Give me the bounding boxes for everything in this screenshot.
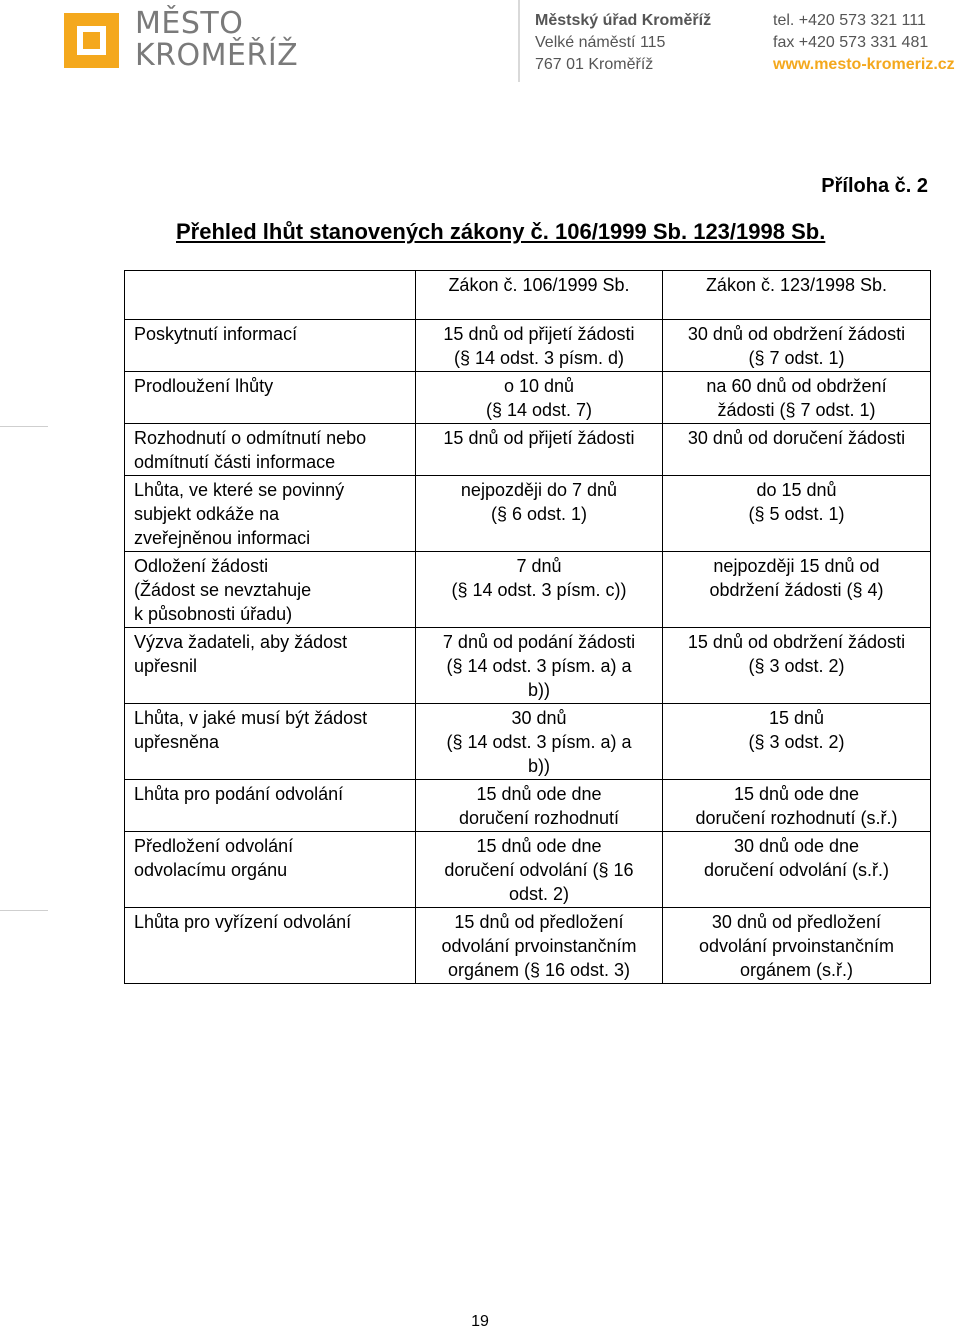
- office-name: Městský úřad Kroměříž: [535, 12, 712, 29]
- logo-core-square: [83, 32, 100, 49]
- cell-line: (§ 14 odst. 3 písm. a) a: [446, 732, 632, 752]
- cell-line: 30 dnů od obdržení žádosti: [687, 324, 906, 344]
- cell-line: nejpozději do 7 dnů: [460, 480, 618, 500]
- header-law-123: Zákon č. 123/1998 Sb.: [663, 271, 931, 320]
- cell-line: 15 dnů od přijetí žádosti: [443, 324, 635, 344]
- cell-line: odvolacímu orgánu: [134, 860, 288, 880]
- cell-line: Lhůta pro podání odvolání: [134, 784, 344, 804]
- cell-line: 7 dnů: [516, 556, 562, 576]
- cell-line: Lhůta, ve které se povinný: [134, 480, 345, 500]
- cell-line: 30 dnů: [511, 708, 567, 728]
- cell-line: 30 dnů od předložení: [711, 912, 882, 932]
- cell-law106: [416, 832, 663, 908]
- cell-line: obdržení žádosti (§ 4): [709, 580, 884, 600]
- cell-line: odmítnutí části informace: [134, 452, 336, 472]
- cell-line: odvolání prvoinstančním: [441, 936, 637, 956]
- deadlines-table: [124, 270, 931, 984]
- cell-line: upřesněna: [134, 732, 220, 752]
- row-label: [125, 372, 416, 424]
- table-row: [125, 832, 931, 908]
- table-row: [125, 476, 931, 552]
- cell-line: 15 dnů: [768, 708, 825, 728]
- cell-law106: [416, 424, 663, 476]
- cell-line: o 10 dnů: [503, 376, 575, 396]
- cell-line: 15 dnů ode dne: [476, 784, 602, 804]
- cell-law106: [416, 372, 663, 424]
- cell-line: Výzva žadateli, aby žádost: [134, 632, 348, 652]
- cell-line: (§ 14 odst. 3 písm. c)): [451, 580, 627, 600]
- row-label: [125, 832, 416, 908]
- cell-line: (§ 14 odst. 3 písm. d): [453, 348, 625, 368]
- row-label: [125, 908, 416, 984]
- cell-line: orgánem (s.ř.): [739, 960, 854, 980]
- table-row: [125, 320, 931, 372]
- cell-line: (§ 3 odst. 2): [748, 732, 845, 752]
- office-fax: fax +420 573 331 481: [773, 34, 929, 51]
- cell-line: doručení rozhodnutí (s.ř.): [695, 808, 898, 828]
- cell-line: Prodloužení lhůty: [134, 376, 274, 396]
- cell-line: 15 dnů od přijetí žádosti: [443, 428, 635, 448]
- cell-line: doručení odvolání (s.ř.): [703, 860, 890, 880]
- cell-line: upřesnil: [134, 656, 198, 676]
- cell-law123: [663, 832, 931, 908]
- office-city: 767 01 Kroměříž: [535, 56, 654, 73]
- cell-line: b)): [528, 756, 550, 776]
- cell-line: (Žádost se nevztahuje: [134, 580, 312, 600]
- cell-law106: [416, 320, 663, 372]
- row-label: [125, 476, 416, 552]
- cell-line: zveřejněnou informaci: [134, 528, 311, 548]
- cell-line: 15 dnů od předložení: [454, 912, 624, 932]
- cell-line: Předložení odvolání: [134, 836, 294, 856]
- header-law-106: Zákon č. 106/1999 Sb.: [416, 271, 663, 320]
- cell-line: 30 dnů ode dne: [733, 836, 860, 856]
- cell-line: Odložení žádosti: [134, 556, 269, 576]
- office-tel: tel. +420 573 321 111: [773, 12, 926, 29]
- cell-line: k působnosti úřadu): [134, 604, 293, 624]
- cell-law106: [416, 476, 663, 552]
- cell-line: b)): [528, 680, 550, 700]
- cell-line: (§ 6 odst. 1): [490, 504, 588, 524]
- cell-line: Lhůta, v jaké musí být žádost: [134, 708, 368, 728]
- cell-line: 15 dnů ode dne: [476, 836, 602, 856]
- cell-line: 7 dnů od podání žádosti: [442, 632, 636, 652]
- logo-line-1: MĚSTO: [135, 6, 244, 41]
- cell-line: (§ 14 odst. 3 písm. a) a: [446, 656, 632, 676]
- margin-mark: [0, 426, 48, 427]
- table-header-row: [125, 271, 931, 320]
- office-street: Velké náměstí 115: [535, 34, 666, 51]
- cell-line: subjekt odkáže na: [134, 504, 280, 524]
- cell-line: (§ 3 odst. 2): [748, 656, 845, 676]
- cell-line: 15 dnů od obdržení žádosti: [687, 632, 906, 652]
- cell-line: orgánem (§ 16 odst. 3): [447, 960, 631, 980]
- row-label: [125, 628, 416, 704]
- cell-line: 15 dnů ode dne: [733, 784, 860, 804]
- cell-law123: [663, 780, 931, 832]
- page-number: 19: [471, 1313, 489, 1330]
- cell-law123: [663, 476, 931, 552]
- office-contact: [773, 10, 955, 76]
- table-row: [125, 780, 931, 832]
- table-row: [125, 704, 931, 780]
- cell-line: Lhůta pro vyřízení odvolání: [134, 912, 352, 932]
- header-empty-cell: [125, 271, 416, 320]
- cell-law106: [416, 552, 663, 628]
- cell-line: 30 dnů od doručení žádosti: [687, 428, 906, 448]
- page-title: Přehled lhůt stanovených zákony č. 106/1999 Sb. 123/1998 Sb.: [176, 219, 826, 244]
- margin-mark: [0, 910, 48, 911]
- cell-law123: [663, 424, 931, 476]
- cell-line: (§ 5 odst. 1): [748, 504, 845, 524]
- row-label: [125, 320, 416, 372]
- cell-line: odvolání prvoinstančním: [698, 936, 895, 956]
- cell-law123: [663, 372, 931, 424]
- cell-law123: [663, 628, 931, 704]
- row-label: [125, 704, 416, 780]
- cell-law123: [663, 908, 931, 984]
- cell-law106: [416, 704, 663, 780]
- cell-line: nejpozději 15 dnů od: [713, 556, 880, 576]
- office-address: [535, 10, 711, 76]
- table-row: [125, 628, 931, 704]
- attachment-label: Příloha č. 2: [821, 175, 928, 197]
- row-label: [125, 552, 416, 628]
- city-logo-icon: [64, 13, 119, 68]
- table-row: [125, 552, 931, 628]
- office-website-link[interactable]: www.mesto-kromeriz.cz: [773, 56, 955, 73]
- cell-line: (§ 7 odst. 1): [748, 348, 845, 368]
- cell-line: žádosti (§ 7 odst. 1): [717, 400, 876, 420]
- cell-line: Poskytnutí informací: [134, 324, 298, 344]
- cell-law106: [416, 780, 663, 832]
- cell-law123: [663, 552, 931, 628]
- cell-law123: [663, 704, 931, 780]
- cell-line: na 60 dnů od obdržení: [706, 376, 887, 396]
- logo-line-2: KROMĚŘÍŽ: [135, 38, 299, 73]
- cell-line: doručení odvolání (§ 16: [444, 860, 634, 880]
- row-label: [125, 424, 416, 476]
- cell-law106: [416, 628, 663, 704]
- cell-law106: [416, 908, 663, 984]
- table-row: [125, 424, 931, 476]
- row-label: [125, 780, 416, 832]
- cell-line: do 15 dnů: [756, 480, 837, 500]
- table-row: [125, 372, 931, 424]
- table-row: [125, 908, 931, 984]
- cell-line: (§ 14 odst. 7): [485, 400, 593, 420]
- cell-law123: [663, 320, 931, 372]
- city-logo-text: [135, 8, 298, 72]
- cell-line: doručení rozhodnutí: [458, 808, 620, 828]
- cell-line: odst. 2): [508, 884, 570, 904]
- header-separator: [518, 0, 520, 82]
- cell-line: Rozhodnutí o odmítnutí nebo: [134, 428, 367, 448]
